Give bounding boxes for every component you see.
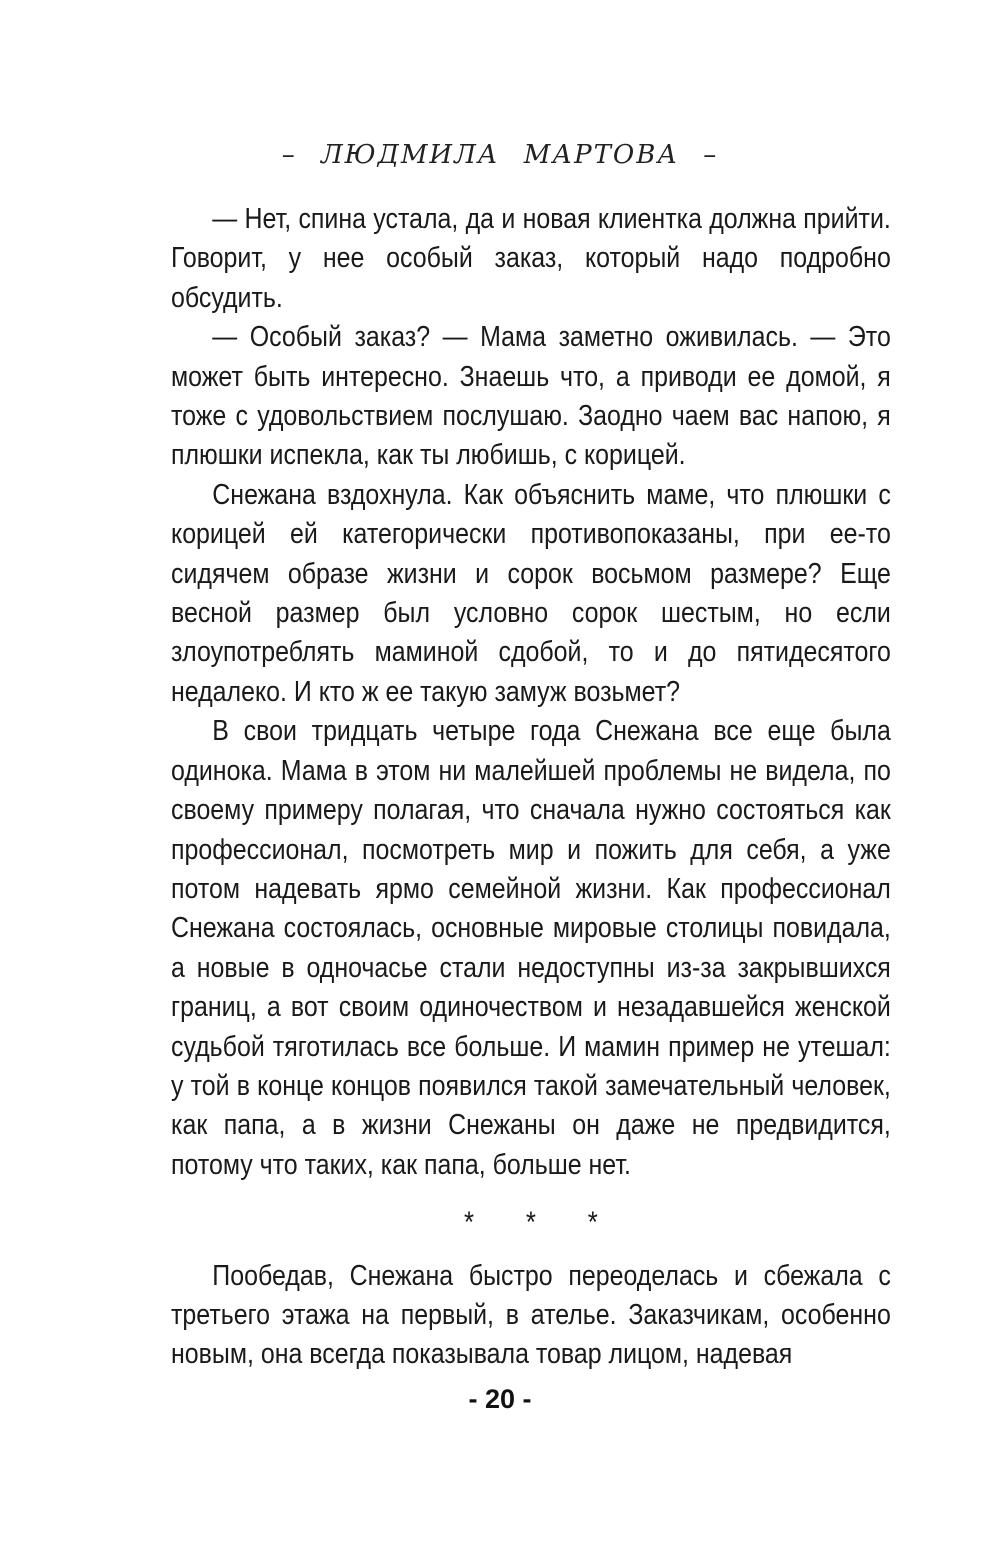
running-head: – ЛЮДМИЛА МАРТОВА –	[281, 140, 719, 170]
paragraph-1: — Нет, спина устала, да и новая клиентка должна прийти. Говорит, у нее особый заказ, который надо подробно обсудить.	[171, 203, 891, 314]
page-number: - 20 -	[468, 1384, 532, 1414]
paragraph-5: Пообедав, Снежана быстро переоделась и сбежала с третьего этажа на первый, в ателье. Заказчикам, особенно новым, она всегда показывала товар лицом, надевая	[171, 1259, 891, 1371]
paragraph-3: Снежана вздохнула. Как объяснить маме, что плюшки с корицей ей категорически противопоказаны, при ее-то сидячем образе жизни и сорок восьмом размере? Еще весной размер был условно сорок шестым, но если злоупотреблять маминой сдобой, то и до пятидесятого недалеко. И кто ж ее такую замуж возьмет?	[171, 478, 891, 708]
paragraph-4: В свои тридцать четыре года Снежана все еще была одинока. Мама в этом ни малейшей проблемы не видела, по своему примеру полагая, что сначала нужно состояться как профессионал, посмотреть мир и пожить для себя, а уже потом надевать ярмо семейной жизни. Как профессионал Снежана состоялась, основные мировые столицы повидала, а новые в одночасье стали недоступны из-за закрывшихся границ, а вот своим одиночеством и незадавшейся женской судьбой тяготилась все больше. И мамин пример не утешал: у той в конце концов появился такой замечательный человек, как папа, а в жизни Снежаны он даже не предвидится, потому что таких, как папа, больше нет.	[171, 715, 891, 1181]
paragraph-2: — Особый заказ? — Мама заметно оживилась. — Это может быть интересно. Знаешь что, а приводи ее домой, я тоже с удовольствием послушаю. Заодно чаем вас напою, я плюшки испекла, как ты любишь, с корицей.	[171, 321, 891, 472]
section-separator: * * *	[463, 1206, 621, 1240]
page-text	[171, 200, 891, 1375]
